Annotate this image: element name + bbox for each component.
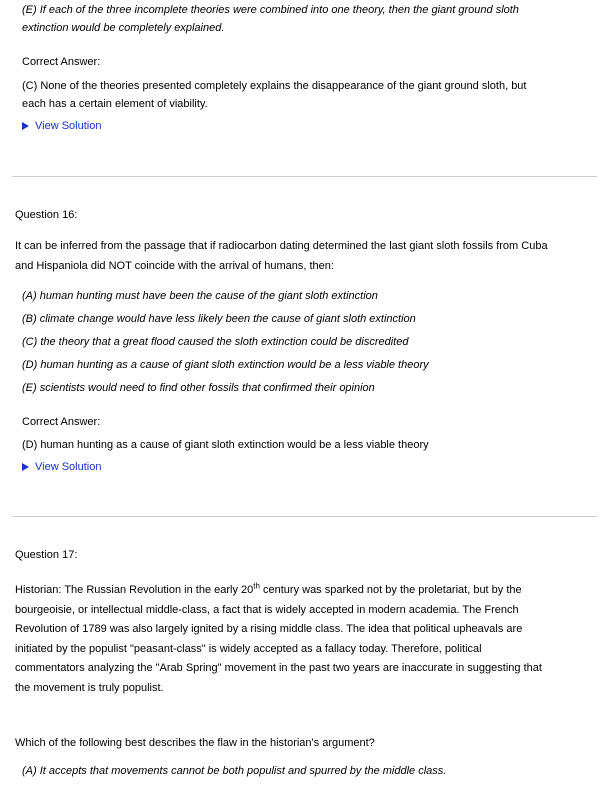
- q17-passage-line2: bourgeoisie, or intellectual middle-class, a fact that is widely accepted in modern academia. The French: [15, 603, 519, 616]
- q16-stem-line2: and Hispaniola did NOT coincide with the arrival of humans, then:: [15, 260, 334, 272]
- q16-view-solution-link[interactable]: [22, 461, 101, 473]
- q16-title: Question 16:: [15, 209, 78, 221]
- q15-correct-answer-label: Correct Answer:: [22, 56, 101, 68]
- q17-title: Question 17:: [15, 549, 78, 561]
- q16-stem-line1: It can be inferred from the passage that if radiocarbon dating determined the last giant sloth fossils from Cuba: [15, 240, 548, 252]
- q16-correct-answer: (D) human hunting as a cause of giant sloth extinction would be a less viable theory: [22, 439, 429, 451]
- q15-option-e-line1: (E) If each of the three incomplete theories were combined into one theory, then the giant ground sloth: [22, 4, 519, 16]
- q17-question: Which of the following best describes the flaw in the historian's argument?: [15, 737, 375, 749]
- q16-view-solution-label: View Solution: [35, 461, 102, 473]
- q16-option-e[interactable]: (E) scientists would need to find other fossils that confirmed their opinion: [22, 382, 375, 394]
- q17-passage: [15, 581, 600, 698]
- q17-passage-line1-sup: th: [253, 581, 260, 591]
- divider: [12, 516, 597, 517]
- q15-view-solution-label: View Solution: [35, 120, 102, 132]
- q17-passage-line5: commentators analyzing the "Arab Spring" movement in the past two years are inaccurate in suggesting that: [15, 662, 542, 674]
- q17-passage-line6: the movement is truly populist.: [15, 681, 164, 694]
- divider: [12, 176, 597, 177]
- q15-view-solution-link[interactable]: [22, 120, 101, 132]
- q17-passage-line1: [15, 581, 600, 601]
- q17-option-a[interactable]: (A) It accepts that movements cannot be both populist and spurred by the middle class.: [22, 765, 447, 777]
- q16-correct-answer-label: Correct Answer:: [22, 416, 101, 428]
- q17-passage-line1-b: century was sparked not by the proletariat, but by the: [259, 584, 522, 596]
- q17-passage-line1-a: Historian: The Russian Revolution in the early 20: [15, 584, 254, 596]
- expand-triangle-icon: [22, 122, 29, 130]
- q15-correct-answer-line1: (C) None of the theories presented completely explains the disappearance of the giant ground sloth, but: [22, 80, 527, 92]
- q16-options-list: [22, 285, 429, 400]
- q15-option-e-line2: extinction would be completely explained.: [22, 22, 225, 34]
- q16-option-c[interactable]: (C) the theory that a great flood caused the sloth extinction could be discredited: [22, 336, 409, 348]
- q16-option-a[interactable]: (A) human hunting must have been the cause of the giant sloth extinction: [22, 290, 378, 302]
- q16-option-d[interactable]: (D) human hunting as a cause of giant sloth extinction would be a less viable theory: [22, 359, 429, 371]
- q17-passage-line4: initiated by the populist "peasant-class" is widely accepted as a fallacy today. Therefore, political: [15, 642, 482, 655]
- expand-triangle-icon: [22, 463, 29, 471]
- q16-option-b[interactable]: (B) climate change would have less likely been the cause of giant sloth extinction: [22, 313, 416, 325]
- q15-correct-answer-line2: each has a certain element of viability.: [22, 98, 208, 110]
- q17-passage-line3: Revolution of 1789 was also largely ignited by a rising middle class. The idea that political upheavals are: [15, 623, 523, 635]
